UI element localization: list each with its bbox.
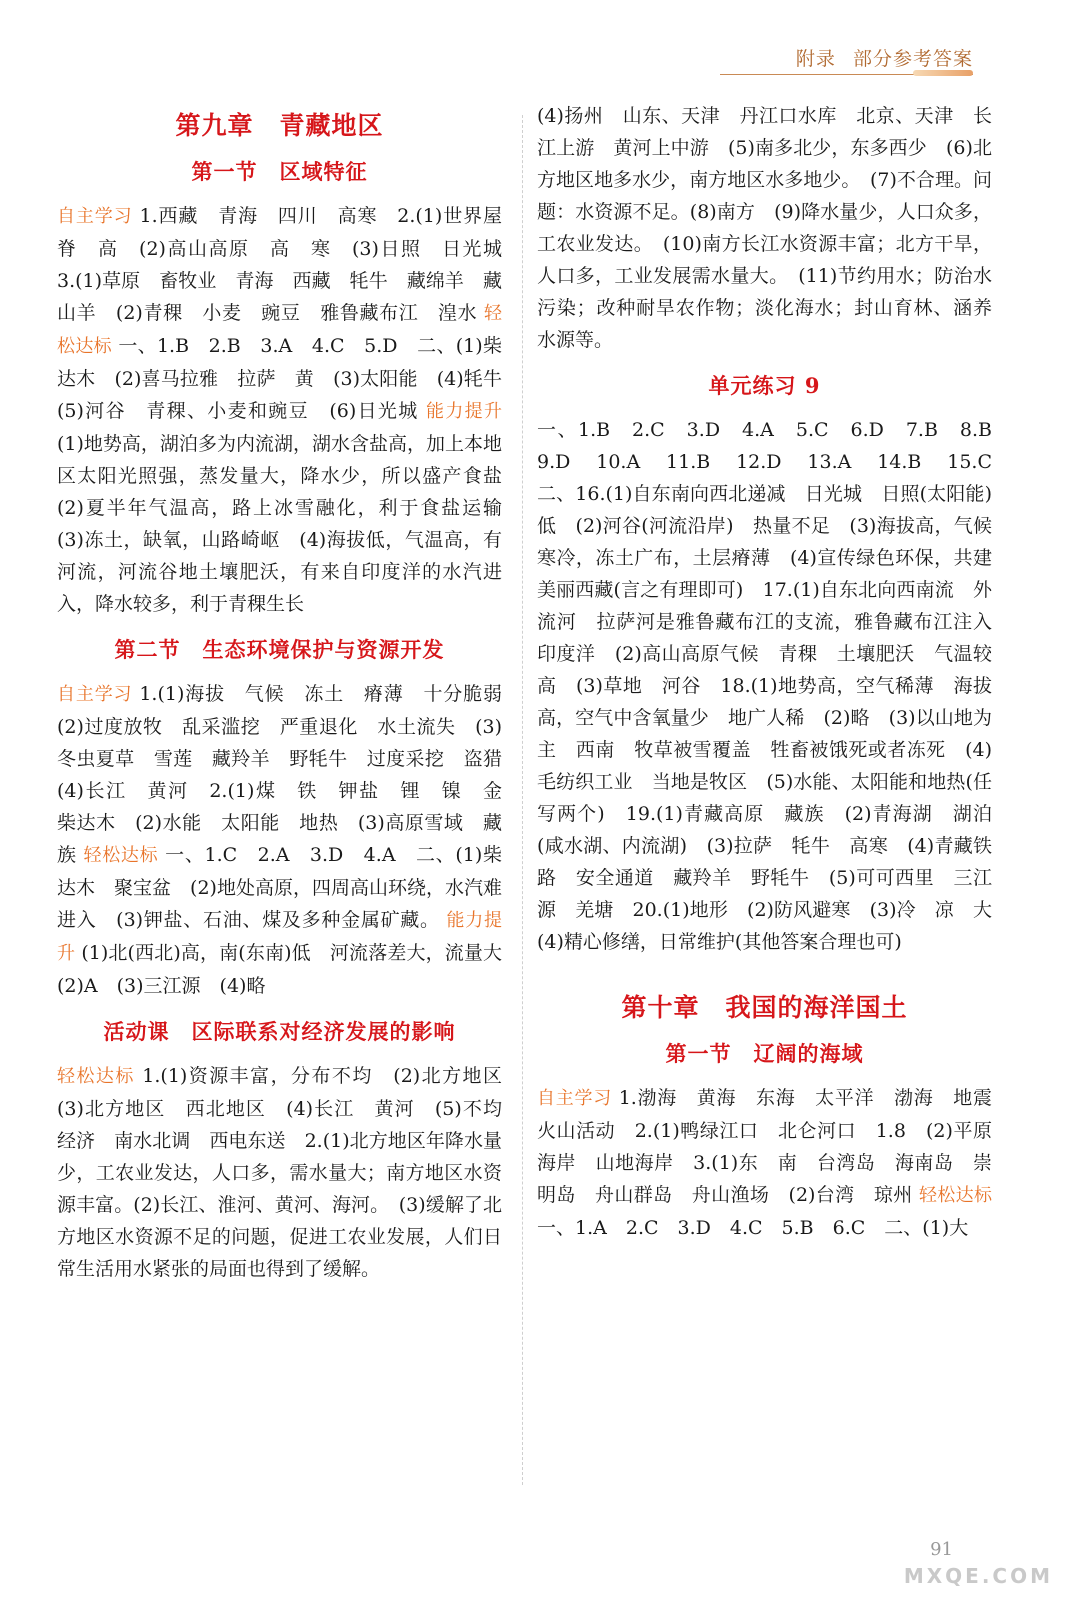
answer-text: 1.渤海 黄海 东海 太平洋 渤海 地震 火山活动 2.(1)鸭绿江口 北仑河口 1.8 (2)平原海岸 山地海岸 3.(1)东 南 台湾岛 海南岛 崇明岛 舟山群岛 舟山渔场 (2)台湾 琼州 [537, 1087, 1012, 1206]
watermark: MXQE.COM [903, 1564, 1053, 1588]
tag-label: 轻松达标 [57, 303, 502, 357]
header-decoration [913, 70, 973, 76]
tag-label: 自主学习 [537, 1088, 612, 1109]
page-number: 91 [930, 1539, 953, 1560]
column-divider [522, 115, 523, 1485]
section-title: 单元练习 9 [708, 373, 821, 398]
answer-paragraph [57, 678, 522, 1002]
answer-text: (1)地势高，湖泊多为内流湖，湖水含盐高，加上本地区太阳光照强，蒸发量大，降水少，所以盛产食盐 (2)夏半年气温高，路上冰雪融化，利于食盐运输 (3)冻土，缺氧，山路崎岖 (4)海拔低，气温高，有河流，河流谷地土壤肥沃，有来自印度洋的水汽进入，降水较多，利于青稞生长 [57, 433, 522, 615]
tag-label: 自主学习 [57, 206, 133, 227]
answer-text: 一、1.A 2.C 3.D 4.C 5.B 6.C 二、(1)大 [537, 1217, 969, 1239]
section-title: 第二节 生态环境保护与资源开发 [114, 637, 445, 662]
section-title: 第一节 辽阔的海域 [665, 1041, 864, 1066]
left-column [57, 100, 522, 1285]
right-column [537, 100, 1012, 1244]
tag-label: 轻松达标 [918, 1185, 993, 1206]
answer-paragraph [57, 200, 522, 620]
tag-label: 能力提升 [57, 910, 503, 964]
answer-text: 1.西藏 青海 四川 高寒 2.(1)世界屋脊 高 (2)高山高原 高 寒 (3)日照 日光城 3.(1)草原 畜牧业 青海 西藏 牦牛 藏绵羊 藏山羊 (2)青稞 小麦 豌豆 雅鲁藏布江 湟水 [57, 205, 522, 324]
answer-paragraph [537, 1082, 1012, 1244]
tag-label: 能力提升 [426, 401, 503, 422]
header-appendix: 附录 [795, 48, 836, 70]
answer-text: 一、1.B 2.C 3.D 4.A 5.C 6.D 7.B 8.B 9.D 10.A 11.B 12.D 13.A 14.B 15.C 二、16.(1)自东南向西北递减 日光城 日照(太阳能) 低 (2)河谷(河流沿岸) 热量不足 (3)海拔高，气候寒冷，冻土广布，土层瘠薄 (4)宣传绿色环保，共建美丽西藏(言之有理即可) 17.(1)自东北向西南流 外流河 拉萨河是雅鲁藏布江的支流，雅鲁藏布江注入印度洋 (2)高山高原气候 青稞 土壤肥沃 气温较高 (3)草地 河谷 18.(1)地势高，空气稀薄 海拔高，空气中含氧量少 地广人稀 (2)略 (3)以山地为主 西南 牧草被雪覆盖 牲畜被饿死或者冻死 (4)毛纺织工业 当地是牧区 (5)水能、太阳能和地热(任写两个) 19.(1)青藏高原 藏族 (2)青海湖 湖泊(咸水湖、内流湖) (3)拉萨 牦牛 高寒 (4)青藏铁路 安全通道 藏羚羊 野牦牛 (5)可可西里 三江源 羌塘 20.(1)地形 (2)防风避寒 (3)冷 凉 大 (4)精心修缮，日常维护(其他答案合理也可) [537, 419, 1012, 953]
answer-paragraph [537, 100, 992, 356]
answer-text: 一、1.C 2.A 3.D 4.A 二、(1)柴达木 聚宝盆 (2)地处高原，四周高山环绕，水汽难进入 (3)钾盐、石油、煤及多种金属矿藏。 [57, 844, 503, 931]
tag-label: 自主学习 [57, 684, 133, 705]
chapter-title: 第九章 青藏地区 [175, 111, 384, 140]
section-title: 第一节 区域特征 [191, 159, 368, 184]
answer-text: 1.(1)海拔 气候 冻土 瘠薄 十分脆弱 (2)过度放牧 乱采滥挖 严重退化 水土流失 (3)冬虫夏草 雪莲 藏羚羊 野牦牛 过度采挖 盗猎 (4)长江 黄河 2.(1)煤 铁 钾盐 锂 镍 金 柴达木 (2)水能 太阳能 地热 (3)高原雪域 藏族 [57, 683, 522, 866]
section-title: 活动课 区际联系对经济发展的影响 [103, 1019, 456, 1044]
page-header [786, 44, 973, 71]
answer-paragraph [537, 414, 1012, 958]
tag-label: 轻松达标 [57, 1066, 135, 1087]
chapter-title: 第十章 我国的海洋国土 [621, 993, 908, 1022]
answer-text: (1)北(西北)高，南(东南)低 河流落差大，流量大 (2)A (3)三江源 (4)略 [57, 942, 522, 997]
answer-text: 一、1.B 2.B 3.A 4.C 5.D 二、(1)柴达木 (2)喜马拉雅 拉萨 黄 (3)太阳能 (4)牦牛 (5)河谷 青稞、小麦和豌豆 (6)日光城 [57, 335, 522, 422]
answer-paragraph [57, 1060, 522, 1285]
tag-label: 轻松达标 [83, 845, 159, 866]
answer-text: (4)扬州 山东、天津 丹江口水库 北京、天津 长江上游 黄河上中游 (5)南多北少，东多西少 (6)北方地区地多水少，南方地区水多地少。 (7)不合理。问题：水资源不足。(8)南方 (9)降水量少，人口众多，工农业发达。 (10)南方长江水资源丰富；北方干旱，人口多，工业发展需水量大。 (11)节约用水；防治水污染；改种耐旱农作物；淡化海水；封山育林、涵养水源等。 [537, 105, 992, 351]
header-answers: 部分参考答案 [852, 48, 973, 70]
answer-text: 1.(1)资源丰富，分布不均 (2)北方地区 (3)北方地区 西北地区 (4)长江 黄河 (5)不均 经济 南水北调 西电东送 2.(1)北方地区年降水量少，工农业发达，人口多，需水量大；南方地区水资源丰富。(2)长江、淮河、黄河、海河。 (3)缓解了北方地区水资源不足的问题，促进工农业发展，人们日常生活用水紧张的局面也得到了缓解。 [57, 1065, 522, 1280]
